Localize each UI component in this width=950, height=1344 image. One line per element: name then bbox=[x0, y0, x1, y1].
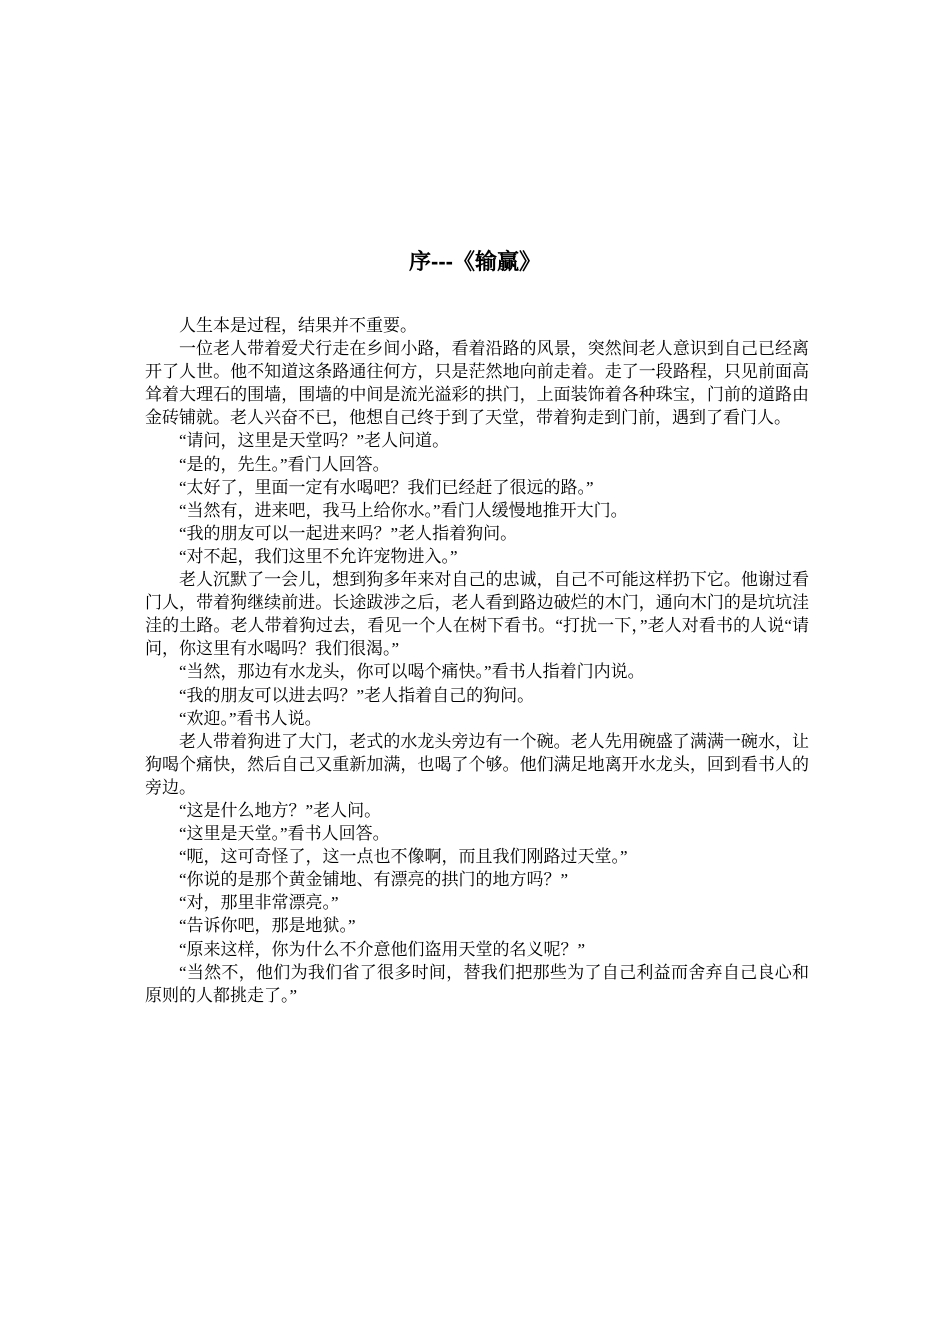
paragraph: 老人沉默了一会儿，想到狗多年来对自己的忠诚，自己不可能这样扔下它。他谢过看门人，带着狗继续前进。长途跋涉之后，老人看到路边破烂的木门，通向木门的是坑坑洼洼的土路。老人带着狗过去，看见一个人在树下看书。“打扰一下，”老人对看书的人说“请问，你这里有水喝吗？我们很渴。” bbox=[145, 570, 809, 659]
paragraph: “我的朋友可以进去吗？”老人指着自己的狗问。 bbox=[179, 685, 535, 705]
paragraph: 人生本是过程，结果并不重要。 bbox=[179, 316, 417, 335]
paragraph: “你说的是那个黄金铺地、有漂亮的拱门的地方吗？” bbox=[179, 870, 569, 890]
paragraph: “当然有，进来吧，我马上给你水。”看门人缓慢地推开大门。 bbox=[179, 500, 628, 520]
paragraph: “请问，这里是天堂吗？”老人问道。 bbox=[179, 431, 450, 451]
paragraph: “是的，先生。”看门人回答。 bbox=[179, 454, 390, 474]
paragraph: “这是什么地方？”老人问。 bbox=[179, 800, 382, 820]
paragraph: “太好了，里面一定有水喝吧？我们已经赶了很远的路。” bbox=[179, 477, 594, 497]
paragraph: 老人带着狗进了大门，老式的水龙头旁边有一个碗。老人先用碗盛了满满一碗水，让狗喝个痛快，然后自己又重新加满，也喝了个够。他们满足地离开水龙头，回到看书人的旁边。 bbox=[145, 731, 809, 797]
page-title: 序---《输赢》 bbox=[409, 248, 541, 274]
paragraph: 一位老人带着爱犬行走在乡间小路，看着沿路的风景，突然间老人意识到自己已经离开了人世。他不知道这条路通往何方，只是茫然地向前走着。走了一段路程，只见前面高耸着大理石的围墙，围墙的中间是流光溢彩的拱门，上面装饰着各种珠宝，门前的道路由金砖铺就。老人兴奋不已，他想自己终于到了天堂，带着狗走到门前，遇到了看门人。 bbox=[145, 339, 809, 428]
paragraph: “我的朋友可以一起进来吗？”老人指着狗问。 bbox=[179, 523, 518, 543]
paragraph: “当然，那边有水龙头，你可以喝个痛快。”看书人指着门内说。 bbox=[179, 662, 645, 682]
paragraph: “这里是天堂。”看书人回答。 bbox=[179, 824, 390, 844]
document-body bbox=[145, 314, 809, 1007]
paragraph: “原来这样，你为什么不介意他们盗用天堂的名义呢？” bbox=[179, 939, 586, 959]
paragraph: “呃，这可奇怪了，这一点也不像啊，而且我们刚路过天堂。” bbox=[179, 847, 628, 867]
paragraph: “告诉你吧，那是地狱。” bbox=[179, 916, 356, 936]
paragraph: “欢迎。”看书人说。 bbox=[179, 708, 322, 728]
paragraph: “对不起，我们这里不允许宠物进入。” bbox=[179, 546, 458, 566]
paragraph: “当然不，他们为我们省了很多时间，替我们把那些为了自己利益而舍弃自己良心和原则的人都挑走了。” bbox=[145, 962, 809, 1005]
paragraph: “对，那里非常漂亮。” bbox=[179, 893, 339, 913]
